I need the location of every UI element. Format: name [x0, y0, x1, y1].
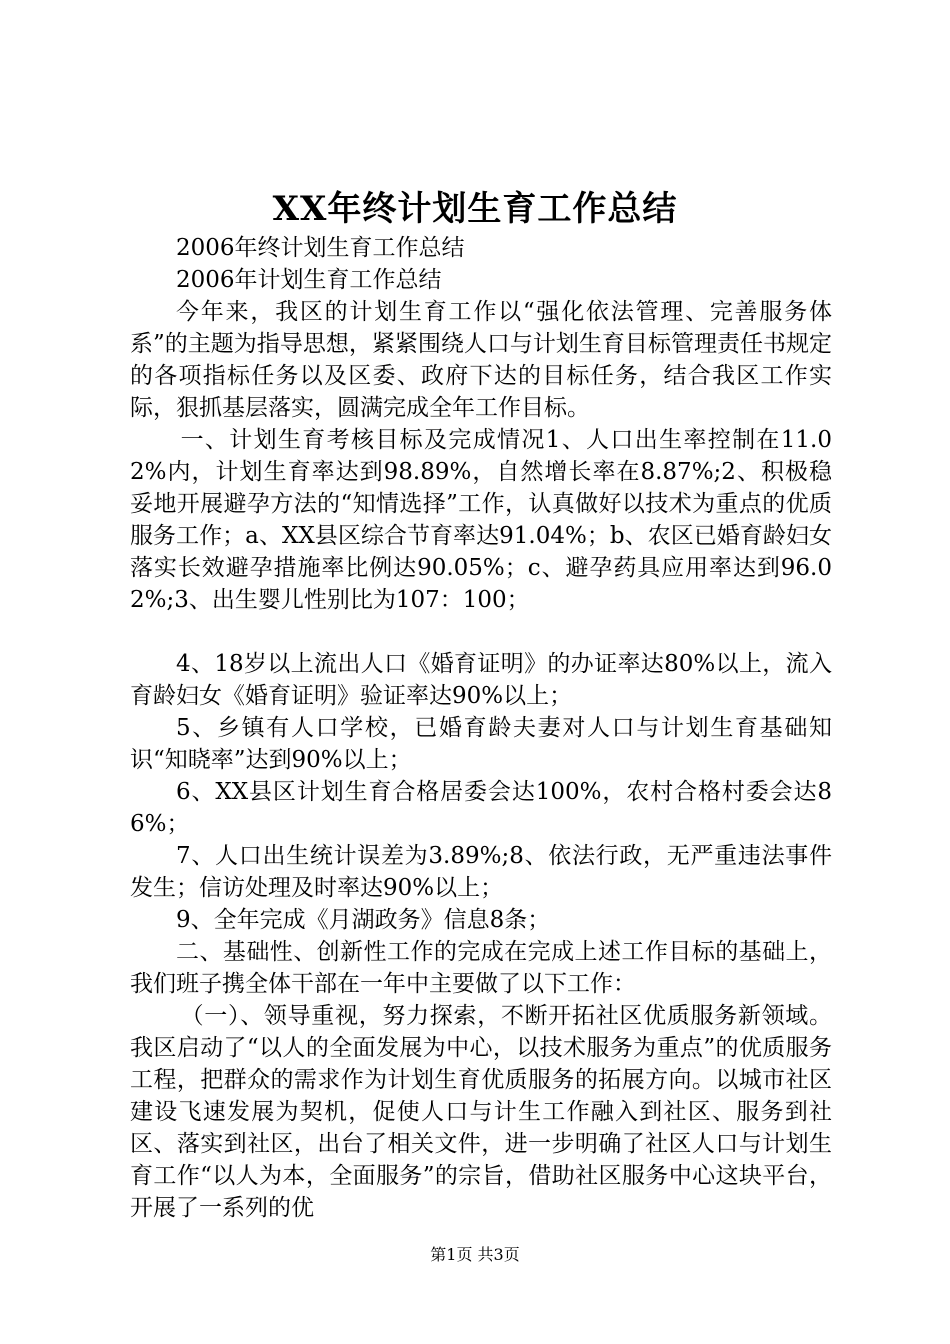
- paragraph-item-6: 6、XX县区计划生育合格居委会达100%，农村合格村委会达86%；: [130, 779, 832, 837]
- paragraph-item-9: 9、全年完成《月湖政务》信息8条；: [176, 907, 551, 933]
- paragraph-section-two: 二、基础性、创新性工作的完成在完成上述工作目标的基础上，我们班子携全体干部在一年中主要做了以下工作：: [130, 939, 832, 997]
- paragraph-subsection-one: （一）、领导重视，努力探索，不断开拓社区优质服务新领域。我区启动了“以人的全面发展为中心，以技术服务为重点”的优质服务工程，把群众的需求作为计划生育优质服务的拓展方向。以城市社区建设飞速发展为契机，促使人口与计生工作融入到社区、服务到社区、落实到社区，出台了相关文件，进一步明确了社区人口与计划生育工作“以人为本，全面服务”的宗旨，借助社区服务中心这块平台，开展了一系列的优: [130, 1003, 832, 1221]
- paragraph-section-one: 一、计划生育考核目标及完成情况1、人口出生率控制在11.02%内，计划生育率达到98.89%，自然增长率在8.87%;2、积极稳妥地开展避孕方法的“知情选择”工作，认真做好以技术为重点的优质服务工作；a、XX县区综合节育率达91.04%；b、农区已婚育龄妇女落实长效避孕措施率比例达90.05%；c、避孕药具应用率达到96.02%;3、出生婴儿性别比为107：100；: [130, 427, 832, 613]
- paragraph-item-4: 4、18岁以上流出人口《婚育证明》的办证率达80%以上，流入育龄妇女《婚育证明》验证率达90%以上；: [130, 651, 832, 709]
- document-body: [130, 232, 832, 1224]
- page-footer: 第1页 共3页: [430, 1245, 520, 1264]
- paragraph-subtitle-2: 2006年计划生育工作总结: [176, 267, 442, 293]
- document-title: XX年终计划生育工作总结: [272, 189, 678, 229]
- paragraph-item-7: 7、人口出生统计误差为3.89%;8、依法行政，无严重违法事件发生；信访处理及时率达90%以上；: [130, 843, 832, 901]
- paragraph-gap: [130, 616, 832, 648]
- paragraph-item-5: 5、乡镇有人口学校，已婚育龄夫妻对人口与计划生育基础知识“知晓率”达到90%以上；: [130, 715, 832, 773]
- paragraph-subtitle-1: 2006年终计划生育工作总结: [176, 235, 465, 261]
- paragraph-intro: 今年来，我区的计划生育工作以“强化依法管理、完善服务体系”的主题为指导思想，紧紧围绕人口与计划生育目标管理责任书规定的各项指标任务以及区委、政府下达的目标任务，结合我区工作实际，狠抓基层落实，圆满完成全年工作目标。: [130, 299, 832, 421]
